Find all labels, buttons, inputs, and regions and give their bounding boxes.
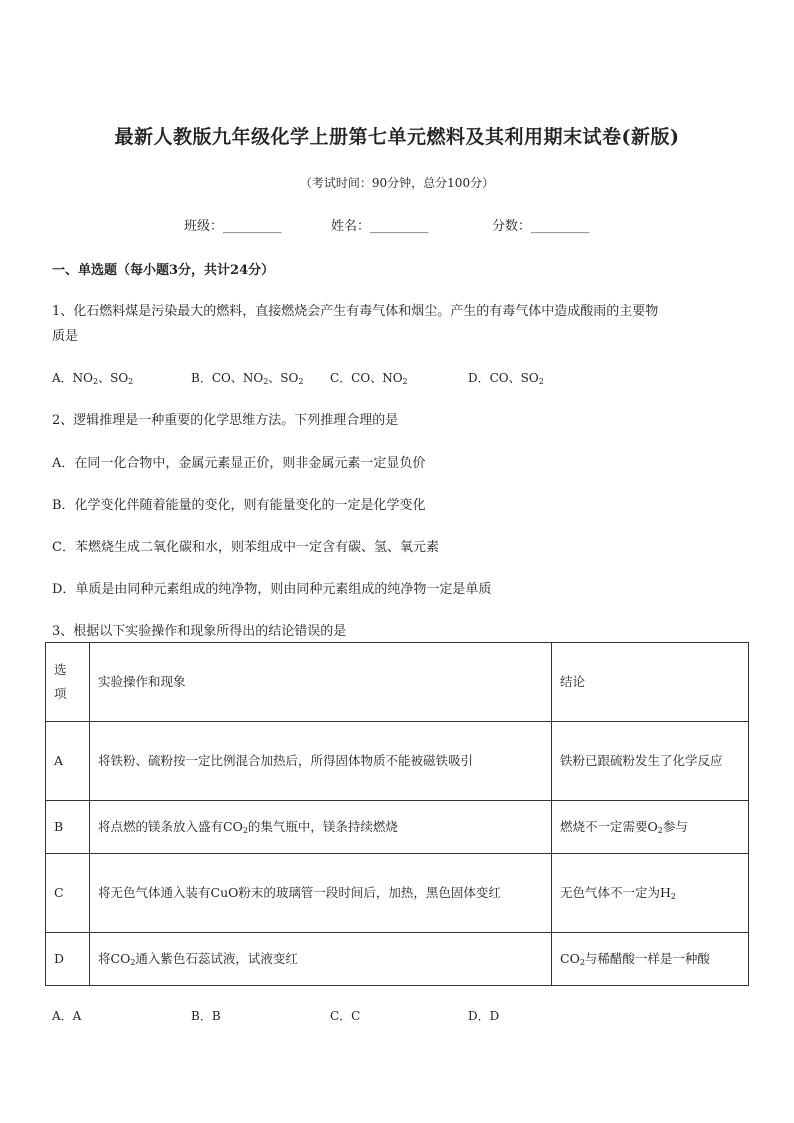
row-d-operation — [90, 933, 552, 986]
name-blank: _________ — [370, 219, 429, 234]
q1-a-sub1: 2 — [93, 377, 99, 386]
q1-c-text: C．CO、NO — [330, 371, 403, 385]
q1-option-c — [330, 369, 408, 386]
q1-b-mid: 、SO — [268, 371, 299, 385]
header-conclusion: 结论 — [552, 643, 749, 722]
row-c-con-sub: 2 — [670, 892, 676, 901]
q1-stem-line1: 1、化石燃料煤是污染最大的燃料，直接燃烧会产生有毒气体和烟尘。产生的有毒气体中造成酸雨的主要物 — [52, 304, 659, 319]
header-option — [46, 643, 90, 722]
q2-option-a: A．在同一化合物中，金属元素显正价，则非金属元素一定显负价 — [52, 456, 426, 471]
table-row — [46, 854, 749, 933]
q1-d-text: D．CO、SO — [468, 371, 539, 385]
row-a-operation: 将铁粉、硫粉按一定比例混合加热后，所得固体物质不能被磁铁吸引 — [90, 722, 552, 801]
q1-b-sub2: 2 — [298, 377, 304, 386]
row-a-option: A — [46, 722, 90, 801]
row-d-con-post: 与稀醋酸一样是一种酸 — [584, 951, 710, 966]
row-c-con-pre: 无色气体不一定为H — [560, 885, 671, 900]
q1-option-a — [52, 369, 133, 386]
row-b-con-post: 参与 — [662, 819, 688, 834]
table-header-row — [46, 643, 749, 722]
row-b-op-sub: 2 — [242, 826, 248, 835]
exam-info: （考试时间：90分钟，总分100分） — [299, 176, 495, 190]
score-label: 分数： — [492, 219, 532, 234]
row-c-operation: 将无色气体通入装有CuO粉末的玻璃管一段时间后，加热，黑色固体变红 — [90, 854, 552, 933]
row-b-conclusion — [552, 801, 749, 854]
row-b-operation — [90, 801, 552, 854]
q1-b-sub1: 2 — [263, 377, 269, 386]
row-d-con-pre: CO — [560, 951, 580, 966]
score-blank: _________ — [531, 219, 590, 234]
row-b-option: B — [46, 801, 90, 854]
score-field — [492, 215, 590, 234]
q3-answer-a: A．A — [52, 1009, 82, 1023]
q3-answer-d: D．D — [468, 1009, 500, 1023]
q3-stem: 3、根据以下实验操作和现象所得出的结论错误的是 — [52, 624, 347, 639]
row-d-conclusion — [552, 933, 749, 986]
row-c-option: C — [46, 854, 90, 933]
q2-option-b: B．化学变化伴随着能量的变化，则有能量变化的一定是化学变化 — [52, 498, 426, 513]
section-heading: 一、单选题（每小题3分，共计24分） — [52, 263, 275, 278]
class-label: 班级： — [184, 219, 224, 234]
q1-b-text: B．CO、NO — [191, 371, 264, 385]
q1-c-sub1: 2 — [402, 377, 408, 386]
q2-option-c: C．苯燃烧生成二氧化碳和水，则苯组成中一定含有碳、氢、氧元素 — [52, 540, 439, 555]
row-d-op-post: 通入紫色石蕊试液，试液变红 — [135, 951, 298, 966]
q1-a-text: A．NO — [52, 371, 94, 385]
class-field — [184, 215, 282, 234]
header-option-2: 项 — [54, 686, 67, 701]
experiment-table — [45, 642, 749, 986]
q1-option-d — [468, 369, 544, 386]
row-a-conclusion: 铁粉已跟硫粉发生了化学反应 — [552, 722, 749, 801]
q2-option-d: D．单质是由同种元素组成的纯净物，则由同种元素组成的纯净物一定是单质 — [52, 582, 492, 597]
q2-stem: 2、逻辑推理是一种重要的化学思维方法。下列推理合理的是 — [52, 413, 399, 428]
q3-answer-b: B．B — [191, 1009, 221, 1023]
page-title: 最新人教版九年级化学上册第七单元燃料及其利用期末试卷(新版) — [114, 126, 680, 148]
header-operation: 实验操作和现象 — [90, 643, 552, 722]
q1-a-mid: 、SO — [98, 371, 129, 385]
q1-d-sub1: 2 — [538, 377, 544, 386]
name-field — [331, 215, 429, 234]
name-label: 姓名： — [331, 219, 371, 234]
table-row — [46, 933, 749, 986]
row-b-op-post: 的集气瓶中，镁条持续燃烧 — [247, 819, 398, 834]
row-c-conclusion — [552, 854, 749, 933]
q1-a-sub2: 2 — [128, 377, 134, 386]
q1-stem-line2: 质是 — [52, 329, 79, 344]
row-d-op-sub: 2 — [130, 958, 136, 967]
row-b-con-pre: 燃烧不一定需要O — [560, 819, 658, 834]
q1-option-b — [191, 369, 303, 386]
table-row — [46, 801, 749, 854]
table-row — [46, 722, 749, 801]
class-blank: _________ — [223, 219, 282, 234]
row-b-con-sub: 2 — [657, 826, 663, 835]
row-d-option: D — [46, 933, 90, 986]
row-d-con-sub: 2 — [579, 958, 585, 967]
header-option-1: 选 — [54, 662, 67, 677]
q3-answer-c: C．C — [330, 1009, 361, 1023]
row-d-op-pre: 将CO — [98, 951, 131, 966]
row-b-op-pre: 将点燃的镁条放入盛有CO — [98, 819, 243, 834]
